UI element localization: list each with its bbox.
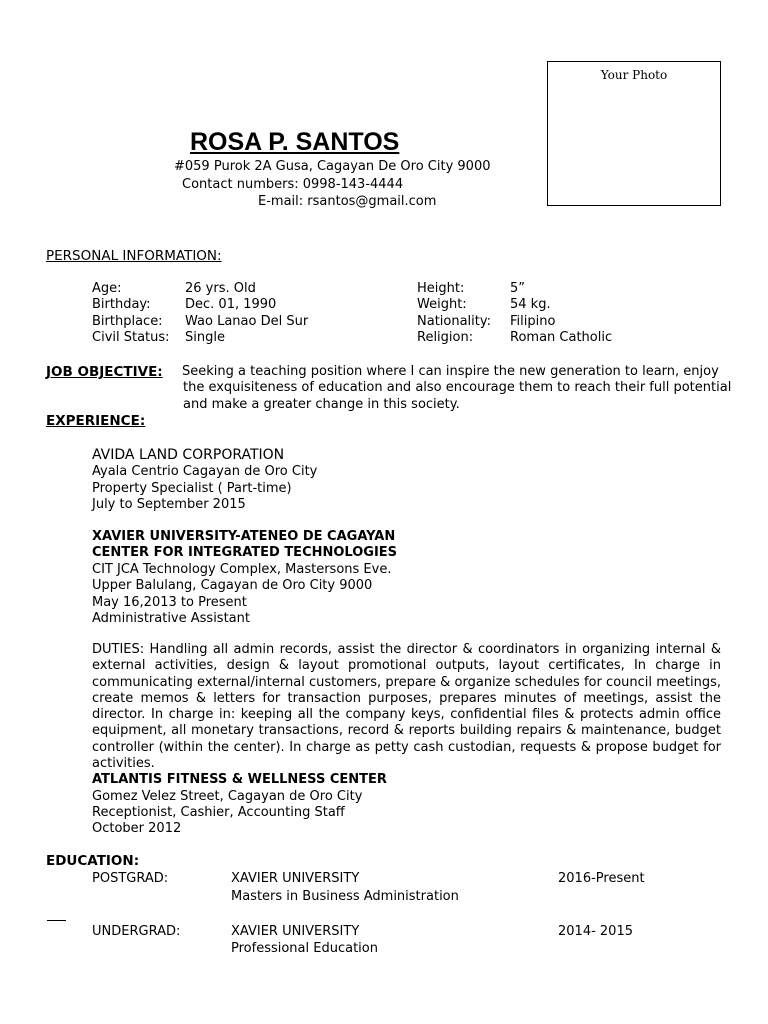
religion-label: Religion: [417, 330, 474, 345]
height-label: Height: [417, 281, 465, 296]
edu-school-undergrad: XAVIER UNIVERSITY [231, 924, 360, 939]
age-label: Age: [92, 281, 122, 296]
edu-level-undergrad: UNDERGRAD: [92, 924, 181, 939]
weight-value: 54 kg. [510, 297, 551, 312]
job2-company-line-1: XAVIER UNIVERSITY-ATENEO DE CAGAYAN [92, 529, 396, 544]
contact-numbers: Contact numbers: 0998-143-4444 [182, 177, 404, 192]
religion-value: Roman Catholic [510, 330, 613, 345]
civil-status-label: Civil Status: [92, 330, 170, 345]
experience-heading: EXPERIENCE: [46, 413, 146, 429]
birthplace-value: Wao Lanao Del Sur [185, 314, 309, 329]
job1-line-3: July to September 2015 [92, 497, 246, 512]
job2-duties: DUTIES: Handling all admin records, assist the director & coordinators in organizing internal & external activities, design & layout promotional outputs, layout certificates, In charge in communicating external/internal customers, prepare & organize schedules for council meetings, create memos & letters for transaction purposes, prepares minutes of meetings, assist the director. In charge in: keeping all the company keys, confidential files & protects admin office equipment, all monetary transactions, record & reports building repairs & maintenance, budget controller (within the center). In charge as petty cash custodian, requests & propose budget for activities. [92, 642, 721, 772]
address: #059 Purok 2A Gusa, Cagayan De Oro City 9000 [174, 159, 491, 174]
civil-status-value: Single [185, 330, 225, 345]
height-value: 5” [510, 281, 526, 296]
job2-line-1: CIT JCA Technology Complex, Mastersons Eve. [92, 562, 392, 577]
job3-line-3: October 2012 [92, 821, 182, 836]
nationality-label: Nationality: [417, 314, 492, 329]
job2-line-3: May 16,2013 to Present [92, 595, 247, 610]
job1-line-1: Ayala Centrio Cagayan de Oro City [92, 464, 318, 479]
edu-program-undergrad: Professional Education [231, 941, 378, 956]
edu-years-undergrad: 2014- 2015 [558, 924, 633, 939]
objective-line-1: Seeking a teaching position where I can inspire the new generation to learn, enjoy [182, 364, 719, 379]
nationality-value: Filipino [510, 314, 556, 329]
age-value: 26 yrs. Old [185, 281, 256, 296]
job3-line-1: Gomez Velez Street, Cagayan de Oro City [92, 789, 363, 804]
job2-company-line-2: CENTER FOR INTEGRATED TECHNOLOGIES [92, 545, 398, 560]
job2-line-4: Administrative Assistant [92, 611, 250, 626]
edu-program-postgrad: Masters in Business Administration [231, 889, 459, 904]
job3-company: ATLANTIS FITNESS & WELLNESS CENTER [92, 772, 387, 787]
birthday-value: Dec. 01, 1990 [185, 297, 277, 312]
job3-line-2: Receptionist, Cashier, Accounting Staff [92, 805, 345, 820]
personal-info-heading: PERSONAL INFORMATION: [46, 248, 222, 264]
email: E-mail: rsantos@gmail.com [258, 194, 437, 209]
job1-company: AVIDA LAND CORPORATION [92, 447, 285, 463]
birthplace-label: Birthplace: [92, 314, 163, 329]
edu-years-postgrad: 2016-Present [558, 871, 645, 886]
weight-label: Weight: [417, 297, 467, 312]
education-heading: EDUCATION: [46, 853, 140, 869]
applicant-name: ROSA P. SANTOS [190, 128, 400, 156]
objective-line-2: the exquisiteness of education and also encourage them to reach their full potential [183, 380, 732, 395]
objective-line-3: and make a greater change in this society. [183, 397, 460, 412]
separator-dash [47, 920, 66, 921]
job1-line-2: Property Specialist ( Part-time) [92, 481, 292, 496]
birthday-label: Birthday: [92, 297, 151, 312]
photo-label: Your Photo [600, 68, 668, 82]
edu-level-postgrad: POSTGRAD: [92, 871, 169, 886]
job2-line-2: Upper Balulang, Cagayan de Oro City 9000 [92, 578, 373, 593]
edu-school-postgrad: XAVIER UNIVERSITY [231, 871, 360, 886]
job-objective-heading: JOB OBJECTIVE: [46, 364, 163, 380]
photo-placeholder [547, 61, 721, 206]
